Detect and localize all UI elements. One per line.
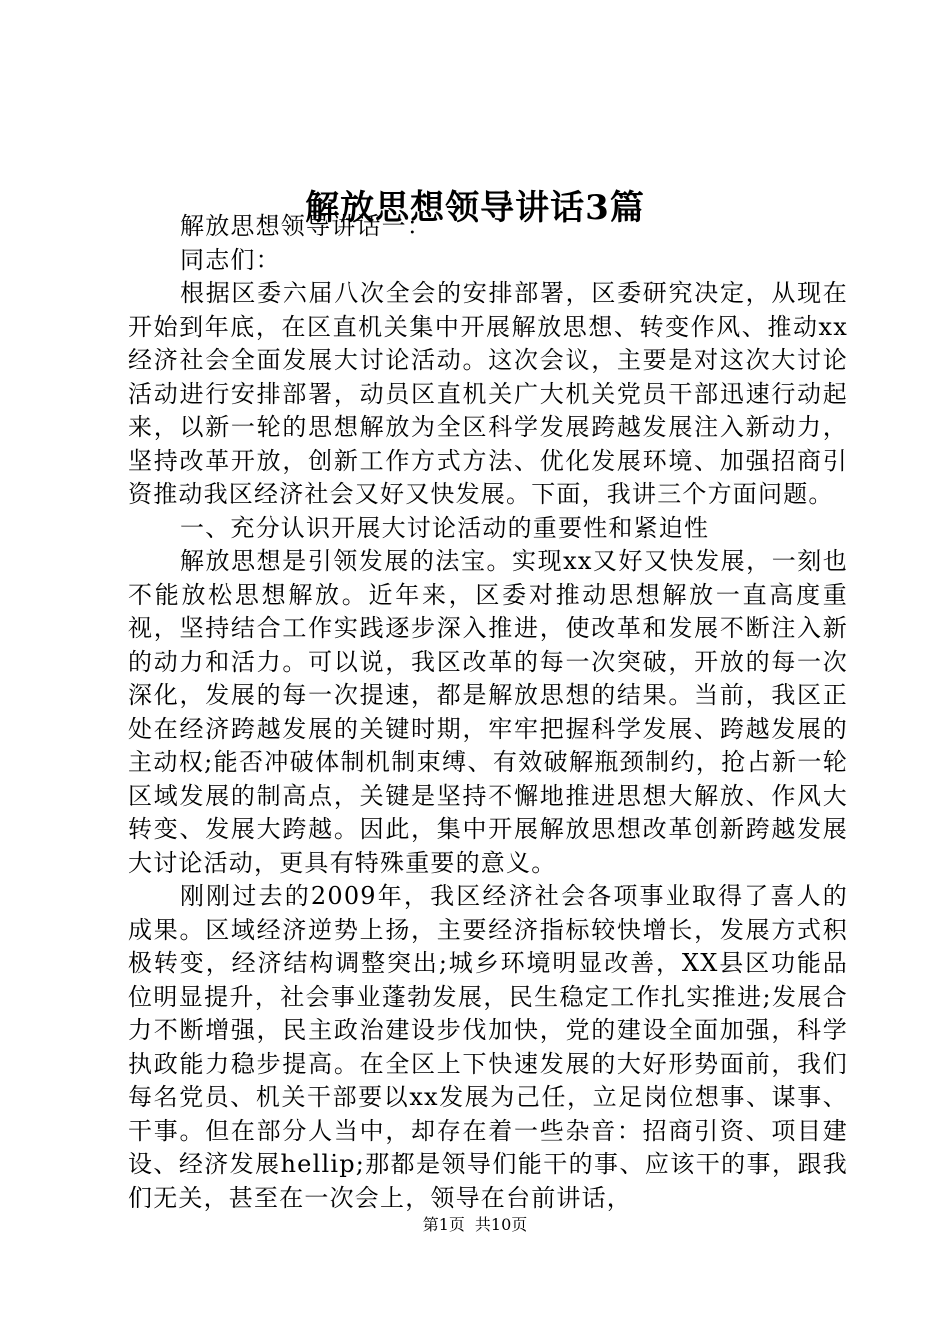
document-body [128,210,848,1215]
page-footer [0,1213,950,1237]
page-number: 第1页 [422,1215,465,1234]
body-paragraph: 根据区委六届八次全会的安排部署，区委研究决定，从现在开始到年底，在区直机关集中开展解放思想、转变作风、推动xx经济社会全面发展大讨论活动。这次会议，主要是对这次大讨论活动进行安排部署，动员区直机关广大机关党员干部迅速行动起来，以新一轮的思想解放为全区科学发展跨越发展注入新动力，坚持改革开放，创新工作方式方法、优化发展环境、加强招商引资推动我区经济社会又好又快发展。下面，我讲三个方面问题。 [128,279,848,508]
greeting-heading: 解放思想领导讲话一： [180,212,432,240]
page-total: 共10页 [474,1215,528,1234]
body-paragraph: 解放思想是引领发展的法宝。实现xx又好又快发展，一刻也不能放松思想解放。近年来，区委对推动思想解放一直高度重视，坚持结合工作实践逐步深入推进，使改革和发展不断注入新的动力和活力。可以说，我区改革的每一次突破，开放的每一次深化，发展的每一次提速，都是解放思想的结果。当前，我区正处在经济跨越发展的关键时期，牢牢把握科学发展、跨越发展的主动权;能否冲破体制机制束缚、有效破解瓶颈制约，抢占新一轮区域发展的制高点，关键是坚持不懈地推进思想大解放、作风大转变、发展大跨越。因此，集中开展解放思想改革创新跨越发展大讨论活动，更具有特殊重要的意义。 [128,547,848,877]
section-heading: 一、充分认识开展大讨论活动的重要性和紧迫性 [180,513,710,542]
body-paragraph: 刚刚过去的2009年，我区经济社会各项事业取得了喜人的成果。区域经济逆势上扬，主要经济指标较快增长，发展方式积极转变，经济结构调整突出;城乡环境明显改善，XX县区功能品位明显提升，社会事业蓬勃发展，民生稳定工作扎实推进;发展合力不断增强，民主政治建设步伐加快，党的建设全面加强，科学执政能力稳步提高。在全区上下快速发展的大好形势面前，我们每名党员、机关干部要以xx发展为己任，立足岗位想事、谋事、干事。但在部分人当中，却存在着一些杂音：招商引资、项目建设、经济发展hellip;那都是领导们能干的事、应该干的事，跟我们无关，甚至在一次会上，领导在台前讲话， [128,882,848,1212]
document-title: 解放思想领导讲话3篇 [305,188,645,228]
salutation: 同志们： [180,245,281,274]
